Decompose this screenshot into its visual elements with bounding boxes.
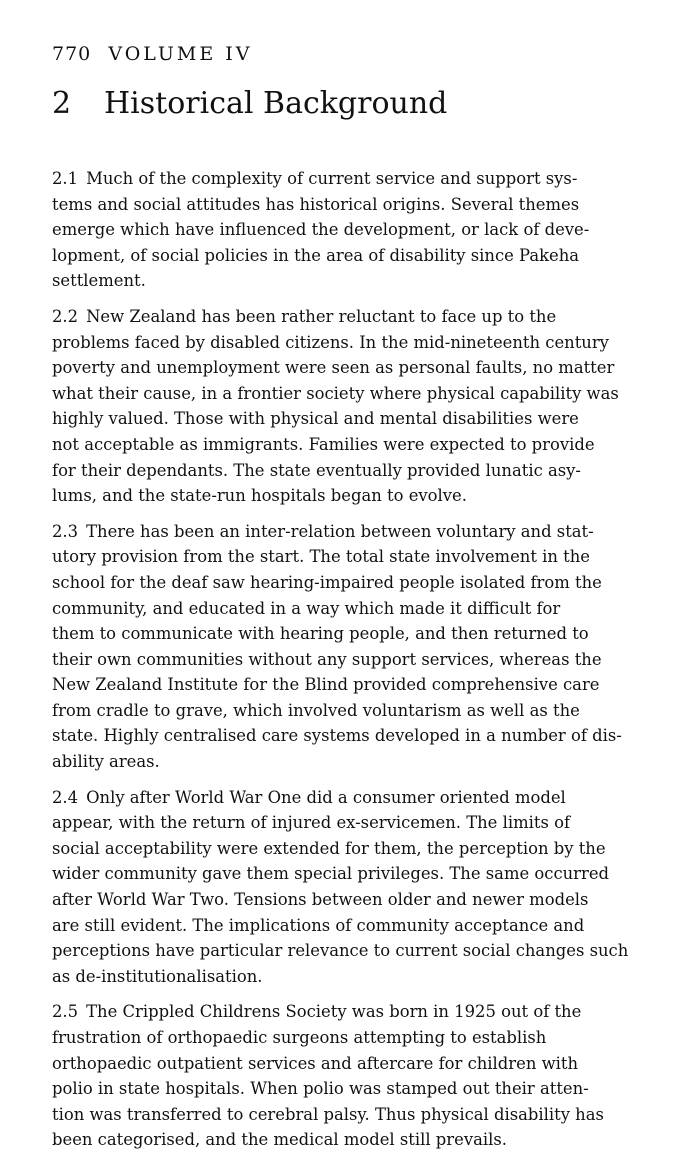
chapter-title-text: Historical Background	[104, 86, 448, 121]
paragraph-number: 2.1	[52, 169, 79, 188]
paragraph-text: Only after World War One did a consumer oriented model appear, with the return of injured ex-servicemen. The limits of social acceptability were extended for them, the perception by the wider community gave them special privileges. The same occurred after World War Two. Tensions between older and newer models are still evident. The implications of community acceptance and perceptions have particular relevance to current social changes such as de-institutionalisation.	[52, 787, 629, 986]
paragraph-text: New Zealand has been rather reluctant to face up to the problems faced by disabled citizens. In the mid-nineteenth century poverty and unemployment were seen as personal faults, no matter what their cause, in a frontier society where physical capability was highly valued. Those with physical and mental disabilities were not acceptable as immigrants. Families were expected to provide for their dependants. The state eventually provided lunatic asy- lums, and the state-run hospitals began to evolve.	[52, 306, 619, 506]
paragraph-number: 2.5	[52, 1002, 79, 1022]
paragraph-text: There has been an inter-relation between voluntary and stat- utory provision from the start. The total state involvement in the school for the deaf saw hearing-impaired people isolated from the community, and educated in a way which made it difficult for them to communicate with hearing people, and then returned to their own communities without any support services, whereas the New Zealand Institute for the Blind provided comprehensive care from cradle to grave, which involved voluntarism as well as the state. Highly centralised care systems developed in a number of dis- ability areas.	[52, 521, 622, 772]
paragraph-number: 2.2	[52, 306, 79, 326]
paragraph-2-1	[52, 166, 660, 294]
paragraph-2-5	[52, 999, 660, 1153]
chapter-title	[52, 86, 660, 122]
paragraph-2-2	[52, 304, 660, 509]
volume-label: VOLUME IV	[108, 43, 253, 65]
paragraph-number: 2.4	[52, 787, 79, 807]
page-number: 770	[52, 43, 92, 65]
running-head	[52, 42, 660, 66]
paragraph-text: The Crippled Childrens Society was born in 1925 out of the frustration of orthopaedic surgeons attempting to establish orthopaedic outpatient services and aftercare for children with polio in state hospitals. When polio was stamped out their atten- tion was transferred to cerebral palsy. Thus physical disability has been categorised, and the medical model still prevails.	[52, 1002, 604, 1150]
paragraph-number: 2.3	[52, 521, 79, 541]
paragraph-2-4	[52, 785, 660, 990]
chapter-number: 2	[52, 86, 72, 121]
paragraph-text: Much of the complexity of current service and support sys- tems and social attitudes has historical origins. Several themes emerge which have influenced the development, or lack of deve- lopment, of social policies in the area of disability since Pakeha settlement.	[52, 169, 590, 291]
paragraph-2-3	[52, 519, 660, 775]
